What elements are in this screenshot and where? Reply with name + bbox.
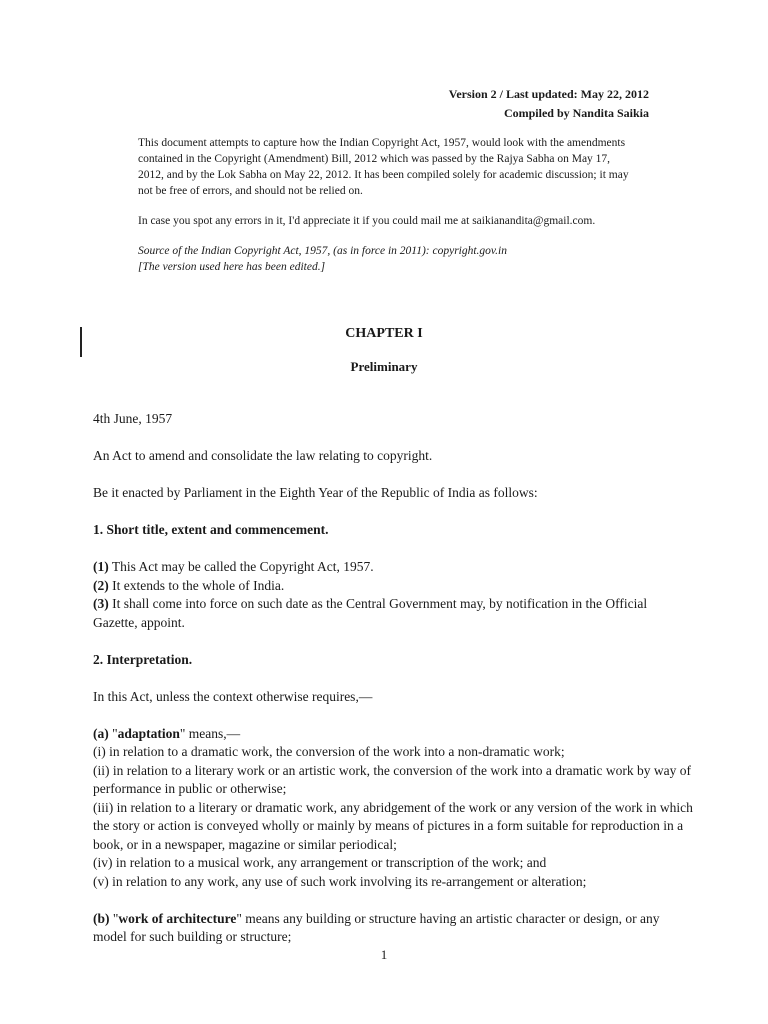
clause-1-1 [93,558,693,577]
definition-label: (a) [93,725,109,741]
sub-clause-v: (v) in relation to any work, any use of such work involving its re-arrangement or alteration; [93,873,587,889]
quote-open: " [109,910,119,926]
definition-term: work of architecture [118,910,237,926]
document-header [449,85,649,123]
clause-number: (1) [93,559,109,574]
definition-label: (b) [93,910,110,926]
sub-clause-iv: (iv) in relation to a musical work, any arrangement or transcription of the work; and [93,855,547,870]
act-long-title: An Act to amend and consolidate the law relating to copyright. [93,448,433,463]
sub-clause-i: (i) in relation to a dramatic work, the conversion of the work into a non-dramatic work; [93,744,565,759]
clause-number: (2) [93,577,109,593]
clause-1-3 [93,595,693,632]
intro-paragraph: This document attempts to capture how the Indian Copyright Act, 1957, would look with the amendments contained in the Copyright (Amendment) Bill, 2012 which was passed by the Rajya Sabha on May 17, 2012, and by the Lok Sabha on May 22, 2012. It has been compiled solely for academic discussion; it may not be free of errors, and should not be relied on. [138,137,629,197]
chapter-subtitle: Preliminary [350,359,418,374]
definition-term: adaptation [117,725,180,741]
definition-text: " means,— [179,725,241,741]
clause-text: It shall come into force on such date as the Central Government may, by notification in the Official Gazette, appoint. [93,596,648,630]
source-line: Source of the Indian Copyright Act, 1957, (as in force in 2011): copyright.gov.in [138,245,508,257]
page-number: 1 [380,947,388,962]
section-1-heading: 1. Short title, extent and commencement. [93,522,329,537]
section-2-intro: In this Act, unless the context otherwise requires,— [93,688,373,704]
contact-paragraph: In case you spot any errors in it, I'd appreciate it if you could mail me at saikianandita@gmail.com. [138,215,596,227]
version-line: Version 2 / Last updated: May 22, 2012 [448,87,649,101]
act-body [93,410,693,947]
sub-clause-iii: (iii) in relation to a literary or dramatic work, any abridgement of the work or any version of the work in which the story or action is conveyed wholly or mainly by means of pictures in a form suitable for reproduction in a book, or in a newspaper, magazine or similar periodical; [93,799,693,852]
section-2-heading: 2. Interpretation. [93,651,193,667]
sub-clause-ii: (ii) in relation to a literary work or an artistic work, the conversion of the work into a dramatic work by way of performance in public or otherwise; [93,762,691,796]
clause-text: This Act may be called the Copyright Act, 1957. [108,559,374,574]
compiled-by-line: Compiled by Nandita Saikia [503,106,649,120]
edited-note: [The version used here has been edited.] [138,261,326,273]
definition-a [93,725,693,744]
definition-text: " means any building or structure having an artistic character or design, or any model for such building or structure; [93,910,660,944]
clause-number: (3) [93,596,109,611]
intro-notice [138,135,638,275]
definition-b [93,910,693,947]
enacting-clause: Be it enacted by Parliament in the Eighth Year of the Republic of India as follows: [93,485,538,500]
chapter-title: CHAPTER I [345,326,423,341]
clause-text: It extends to the whole of India. [108,577,285,593]
act-date: 4th June, 1957 [93,411,173,426]
quote-open: " [108,725,118,741]
clause-1-2 [93,577,693,596]
